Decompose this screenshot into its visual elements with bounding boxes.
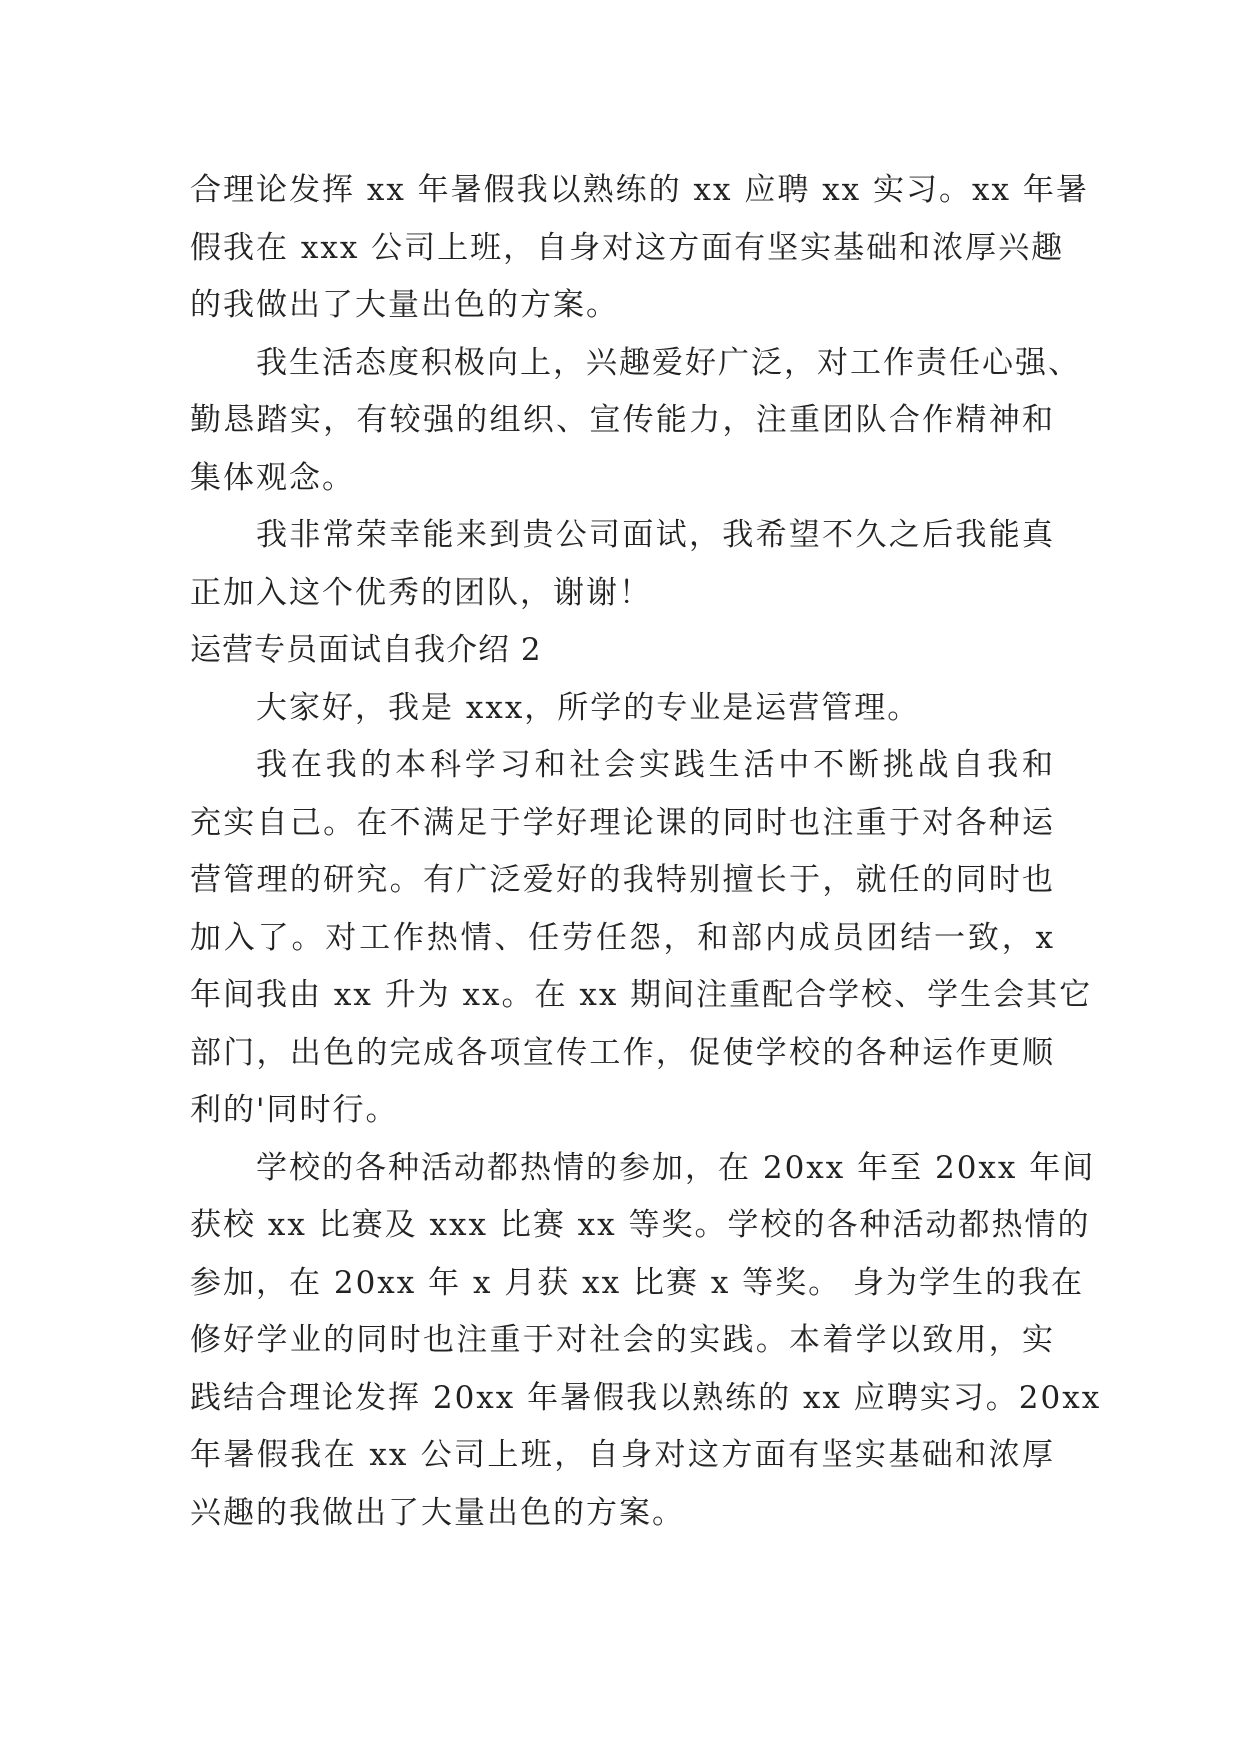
text-line: 营管理的研究。有广泛爱好的我特别擅长于，就任的同时也 bbox=[190, 862, 1055, 898]
text-line: 参加，在 20xx 年 x 月获 xx 比赛 x 等奖。 身为学生的我在 bbox=[190, 1264, 1085, 1301]
paragraph-first-line: 学校的各种活动都热情的参加，在 20xx 年至 20xx 年间 bbox=[256, 1149, 1096, 1186]
paragraph-first-line: 我在我的本科学习和社会实践生活中不断挑战自我和 bbox=[256, 747, 1055, 783]
text-line: 假我在 xxx 公司上班，自身对这方面有坚实基础和浓厚兴趣 bbox=[190, 229, 1065, 266]
text-line: 正加入这个优秀的团队，谢谢！ bbox=[190, 574, 652, 611]
text-line: 合理论发挥 xx 年暑假我以熟练的 xx 应聘 xx 实习。xx 年暑 bbox=[190, 172, 1089, 208]
text-line: 年暑假我在 xx 公司上班，自身对这方面有坚实基础和浓厚 bbox=[190, 1437, 1055, 1473]
text-line: 部门，出色的完成各项宣传工作，促使学校的各种运作更顺 bbox=[190, 1034, 1055, 1071]
text-line: 践结合理论发挥 20xx 年暑假我以熟练的 xx 应聘实习。20xx bbox=[190, 1379, 1102, 1416]
paragraph-first-line: 我生活态度积极向上，兴趣爱好广泛，对工作责任心强、 bbox=[256, 344, 1081, 381]
text-line: 获校 xx 比赛及 xxx 比赛 xx 等奖。学校的各种活动都热情的 bbox=[190, 1207, 1091, 1243]
text-line: 年间我由 xx 升为 xx。在 xx 期间注重配合学校、学生会其它 bbox=[190, 977, 1093, 1013]
text-line: 充实自己。在不满足于学好理论课的同时也注重于对各种运 bbox=[190, 804, 1055, 841]
text-line: 利的'同时行。 bbox=[190, 1092, 399, 1128]
text-line: 兴趣的我做出了大量出色的方案。 bbox=[190, 1494, 685, 1531]
text-line: 修好学业的同时也注重于对社会的实践。本着学以致用，实 bbox=[190, 1322, 1055, 1358]
text-line: 的我做出了大量出色的方案。 bbox=[190, 287, 619, 323]
paragraph-first-line: 我非常荣幸能来到贵公司面试，我希望不久之后我能真 bbox=[256, 517, 1055, 553]
text-line: 加入了。对工作热情、任劳任怨，和部内成员团结一致，x bbox=[190, 919, 1055, 956]
section-heading: 运营专员面试自我介绍 2 bbox=[190, 632, 542, 668]
document-body bbox=[190, 162, 1102, 1542]
text-line: 勤恳踏实，有较强的组织、宣传能力，注重团队合作精神和 bbox=[190, 402, 1055, 438]
text-line: 集体观念。 bbox=[190, 459, 355, 496]
paragraph-first-line: 大家好，我是 xxx，所学的专业是运营管理。 bbox=[256, 689, 921, 726]
